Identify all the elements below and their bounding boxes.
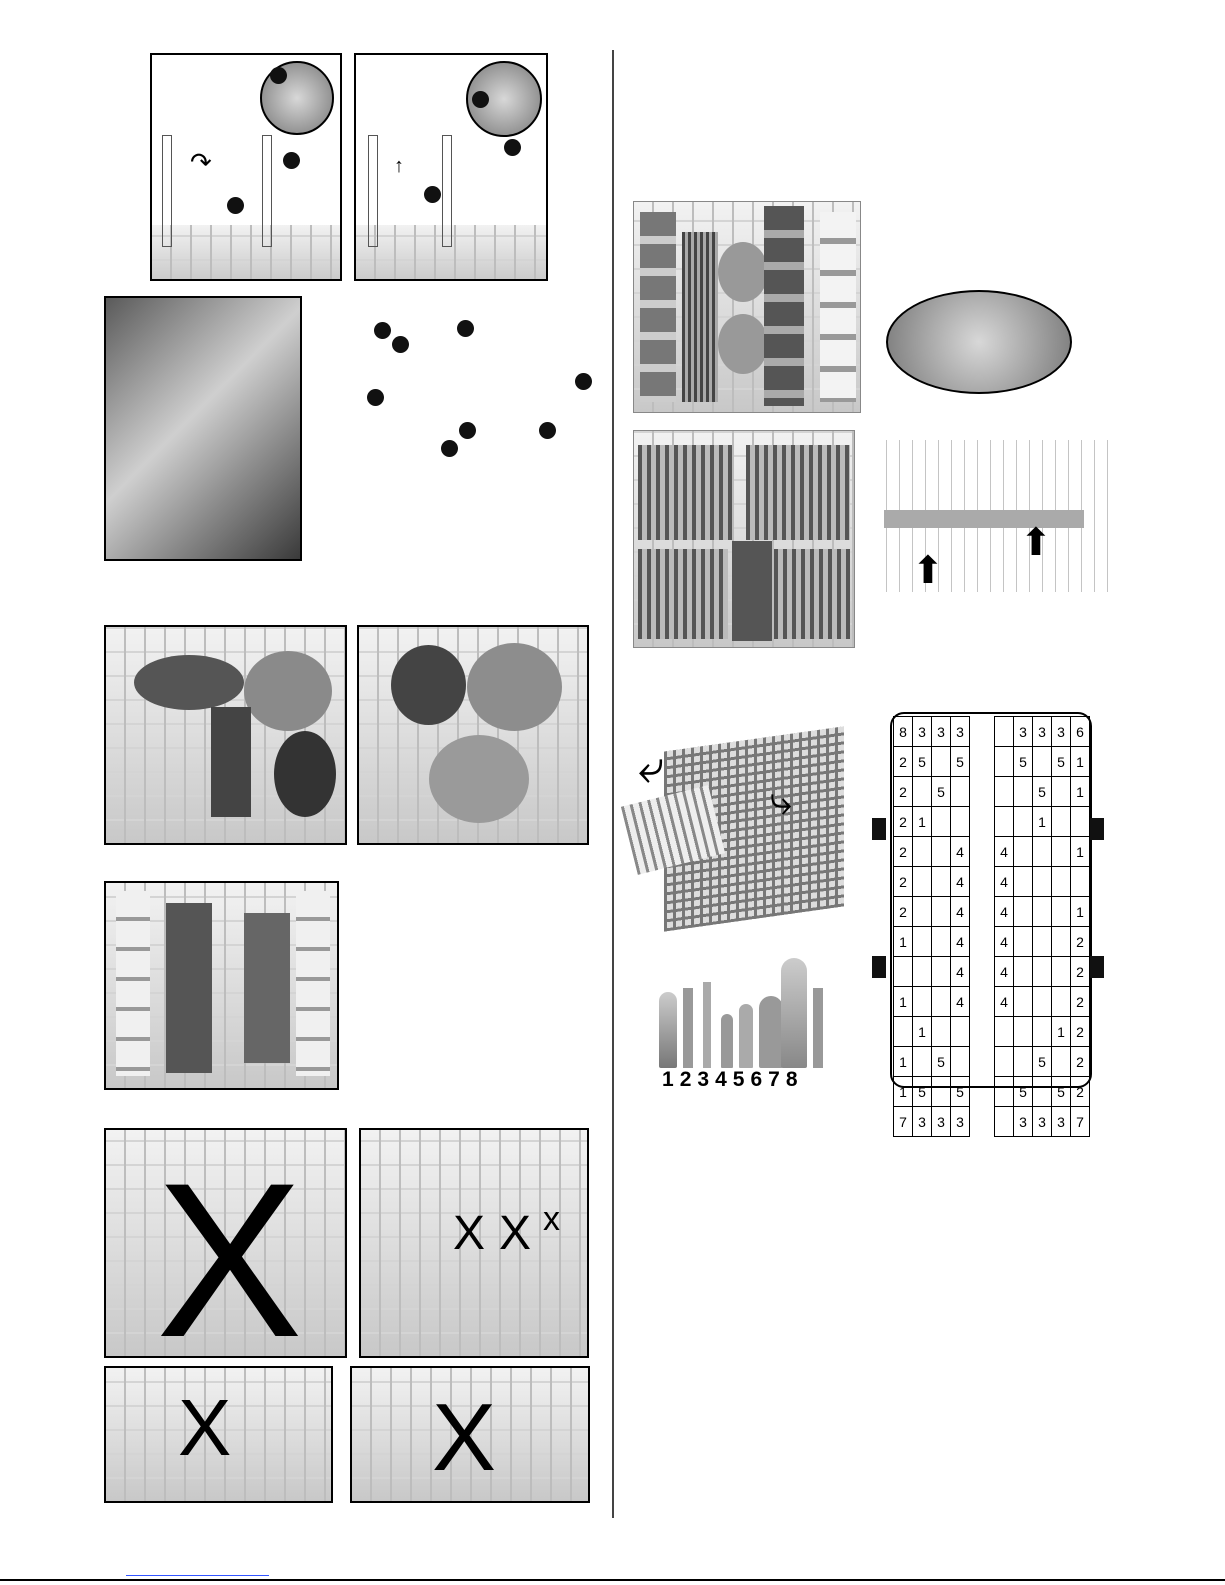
basket-grid-cell: 3	[1052, 1107, 1071, 1137]
basket-grid-row	[894, 807, 970, 837]
basket-grid-cell	[894, 957, 913, 987]
basket-grid-cell: 1	[894, 1047, 913, 1077]
basket-grid-cell: 2	[1071, 1047, 1090, 1077]
cutlery-number: 3	[697, 1068, 716, 1091]
basket-grid-cell	[1052, 777, 1071, 807]
incorrect-loading-figure-3	[104, 1366, 333, 1503]
basket-grid-cell: 1	[894, 1077, 913, 1107]
cutlery-number-row	[662, 1068, 804, 1092]
basket-grid-row	[995, 1077, 1090, 1107]
cutlery-number: 6	[750, 1068, 769, 1091]
lower-rack-pans-figure-2	[357, 625, 589, 845]
basket-grid-row	[894, 1047, 970, 1077]
basket-grid-cell: 2	[894, 867, 913, 897]
basket-grid-cell	[995, 1047, 1014, 1077]
cross-mark: X	[499, 1207, 532, 1260]
basket-grid-row	[894, 837, 970, 867]
basket-grid-cell: 4	[995, 927, 1014, 957]
cross-mark: X	[178, 1383, 232, 1472]
basket-grid-cell	[1033, 747, 1052, 777]
basket-grid-cell: 3	[951, 717, 970, 747]
basket-grid-cell: 2	[1071, 987, 1090, 1017]
basket-grid-cell	[1014, 1047, 1033, 1077]
marker-dot	[374, 322, 391, 339]
basket-grid-cell	[951, 807, 970, 837]
basket-grid-cell	[951, 1017, 970, 1047]
marker-dot	[367, 389, 384, 406]
basket-grid-cell: 3	[951, 1107, 970, 1137]
up-arrow-icon: ↑	[394, 155, 404, 177]
marker-dot	[575, 373, 592, 390]
basket-grid-cell	[995, 1077, 1014, 1107]
rack-detail-zoom	[886, 290, 1072, 394]
cutlery-items-figure	[655, 958, 833, 1068]
curved-arrow-icon: ⤶	[638, 740, 664, 792]
basket-grid-cell: 7	[894, 1107, 913, 1137]
cross-mark: X	[432, 1384, 497, 1491]
basket-grid-cell	[1052, 807, 1071, 837]
basket-grid-cell: 2	[894, 837, 913, 867]
basket-grid-cell: 8	[894, 717, 913, 747]
upper-rack-top-view	[633, 201, 861, 413]
basket-grid-row	[894, 777, 970, 807]
basket-handle-left-top	[872, 818, 886, 840]
basket-grid-cell	[913, 927, 932, 957]
basket-grid-cell	[1052, 987, 1071, 1017]
basket-grid-cell	[1052, 897, 1071, 927]
basket-grid-cell	[913, 1047, 932, 1077]
foldable-rack-figure	[874, 440, 1110, 592]
basket-grid-cell: 4	[951, 987, 970, 1017]
basket-grid-cell	[1052, 1047, 1071, 1077]
basket-grid-cell: 4	[995, 957, 1014, 987]
basket-grid-cell: 5	[1033, 777, 1052, 807]
basket-grid-cell: 5	[951, 747, 970, 777]
basket-grid-cell: 5	[1052, 1077, 1071, 1107]
basket-grid-cell: 2	[894, 807, 913, 837]
basket-grid-cell	[951, 777, 970, 807]
basket-grid-row	[995, 867, 1090, 897]
basket-grid-row	[995, 897, 1090, 927]
basket-handle-right-top	[1090, 818, 1104, 840]
rack-adjust-figure-2	[354, 53, 548, 281]
basket-grid-cell: 1	[913, 807, 932, 837]
basket-grid-cell	[1033, 1017, 1052, 1047]
basket-grid-row	[894, 747, 970, 777]
marker-dot	[424, 186, 441, 203]
basket-grid-row	[995, 747, 1090, 777]
basket-grid-right	[994, 716, 1090, 1137]
up-arrow-icon: ⬆	[912, 550, 944, 592]
marker-dot	[457, 320, 474, 337]
basket-grid-row	[894, 867, 970, 897]
basket-grid-cell	[1071, 867, 1090, 897]
basket-grid-row	[995, 957, 1090, 987]
basket-grid-cell: 5	[913, 747, 932, 777]
basket-grid-cell	[1052, 927, 1071, 957]
basket-grid-cell: 5	[1052, 747, 1071, 777]
basket-grid-row	[995, 927, 1090, 957]
curved-arrow-icon: ⤷	[770, 779, 793, 823]
basket-grid-cell: 3	[932, 1107, 951, 1137]
upper-rack-photo	[104, 296, 302, 561]
basket-grid-cell	[894, 1017, 913, 1047]
incorrect-loading-figure-4	[350, 1366, 590, 1503]
basket-grid-cell	[1014, 987, 1033, 1017]
basket-grid-cell	[1014, 927, 1033, 957]
cutlery-number: 2	[679, 1068, 698, 1091]
basket-grid-cell	[1014, 867, 1033, 897]
basket-grid-cell: 4	[951, 897, 970, 927]
basket-grid-cell: 3	[1033, 717, 1052, 747]
basket-grid-cell: 3	[913, 717, 932, 747]
basket-grid-cell	[1052, 957, 1071, 987]
basket-grid-cell: 2	[1071, 1017, 1090, 1047]
column-divider	[612, 50, 614, 1518]
basket-grid-cell: 3	[1033, 1107, 1052, 1137]
basket-grid-row	[894, 1077, 970, 1107]
basket-grid-cell	[995, 717, 1014, 747]
cross-mark: X	[453, 1207, 486, 1260]
basket-grid-cell	[951, 1047, 970, 1077]
basket-grid-cell: 4	[995, 987, 1014, 1017]
basket-grid-cell	[1052, 867, 1071, 897]
basket-grid-cell	[1014, 897, 1033, 927]
basket-grid-cell	[1014, 837, 1033, 867]
lower-rack-plates-top-view	[633, 430, 855, 648]
basket-grid-cell: 5	[913, 1077, 932, 1107]
basket-grid-cell	[913, 897, 932, 927]
lower-rack-pans-figure-1	[104, 625, 347, 845]
basket-grid-cell: 2	[894, 747, 913, 777]
basket-grid-cell	[1033, 987, 1052, 1017]
basket-grid-cell	[1052, 837, 1071, 867]
basket-grid-cell: 3	[913, 1107, 932, 1137]
basket-grid-cell: 2	[1071, 1077, 1090, 1107]
basket-grid-row	[995, 1107, 1090, 1137]
marker-dot	[227, 197, 244, 214]
basket-grid-cell	[1014, 1017, 1033, 1047]
basket-grid-cell: 4	[951, 927, 970, 957]
basket-grid-cell	[995, 777, 1014, 807]
footer-rule	[0, 1579, 1225, 1581]
basket-grid-cell: 4	[951, 867, 970, 897]
basket-grid-cell: 4	[951, 837, 970, 867]
marker-dot	[270, 67, 287, 84]
basket-grid-cell	[1033, 927, 1052, 957]
basket-grid-cell: 1	[913, 1017, 932, 1047]
basket-grid-cell: 2	[1071, 957, 1090, 987]
cross-mark-small: x	[543, 1200, 560, 1238]
cutlery-number: 5	[732, 1068, 751, 1091]
basket-grid-cell: 5	[932, 777, 951, 807]
basket-grid-left	[893, 716, 970, 1137]
basket-grid-cell: 4	[995, 837, 1014, 867]
basket-grid-cell	[913, 777, 932, 807]
basket-grid-cell	[995, 807, 1014, 837]
basket-grid-cell: 1	[1071, 897, 1090, 927]
basket-grid-row	[995, 837, 1090, 867]
basket-grid-cell	[1071, 807, 1090, 837]
basket-grid-cell	[932, 897, 951, 927]
marker-dot	[283, 152, 300, 169]
basket-grid-row	[894, 717, 970, 747]
basket-grid-cell: 3	[1052, 717, 1071, 747]
upper-rack-cups-figure	[104, 881, 339, 1090]
basket-grid-cell	[913, 957, 932, 987]
basket-grid-cell: 2	[894, 897, 913, 927]
basket-grid-cell: 1	[1052, 1017, 1071, 1047]
basket-grid-cell: 5	[932, 1047, 951, 1077]
cutlery-basket-figure	[620, 675, 855, 927]
basket-grid-cell	[995, 747, 1014, 777]
basket-grid-row	[995, 777, 1090, 807]
marker-dot	[539, 422, 556, 439]
marker-dot	[472, 91, 489, 108]
basket-grid-cell: 1	[1071, 837, 1090, 867]
basket-grid-cell	[1033, 897, 1052, 927]
basket-grid-row	[995, 1017, 1090, 1047]
basket-grid-cell	[932, 987, 951, 1017]
basket-grid-cell	[913, 867, 932, 897]
basket-grid-cell	[1033, 867, 1052, 897]
marker-dot	[392, 336, 409, 353]
basket-grid-cell: 3	[1014, 717, 1033, 747]
basket-grid-cell: 2	[894, 777, 913, 807]
basket-grid-cell	[932, 927, 951, 957]
basket-grid-cell: 1	[894, 927, 913, 957]
basket-grid-cell	[913, 987, 932, 1017]
rotate-arrow-icon: ↷	[190, 147, 212, 177]
basket-grid-cell	[932, 837, 951, 867]
basket-grid-cell: 4	[995, 897, 1014, 927]
basket-grid-cell	[932, 807, 951, 837]
basket-grid-cell	[932, 957, 951, 987]
basket-grid-cell: 3	[1014, 1107, 1033, 1137]
incorrect-loading-figure-1	[104, 1128, 347, 1358]
basket-grid-row	[995, 717, 1090, 747]
basket-grid-row	[995, 987, 1090, 1017]
basket-grid-cell: 5	[1014, 747, 1033, 777]
basket-grid-row	[894, 957, 970, 987]
basket-grid-cell: 6	[1071, 717, 1090, 747]
basket-grid-row	[894, 897, 970, 927]
basket-handle-right-bottom	[1090, 956, 1104, 978]
marker-dot	[459, 422, 476, 439]
marker-dot	[504, 139, 521, 156]
rack-adjust-figure-1	[150, 53, 342, 281]
basket-grid-cell	[995, 1107, 1014, 1137]
basket-grid-row	[894, 1017, 970, 1047]
basket-grid-cell: 4	[951, 957, 970, 987]
basket-grid-cell: 5	[951, 1077, 970, 1107]
basket-grid-cell	[1033, 1077, 1052, 1107]
basket-grid-cell	[1014, 957, 1033, 987]
basket-handle-left-bottom	[872, 956, 886, 978]
basket-grid-cell: 1	[1071, 777, 1090, 807]
basket-grid-cell: 1	[1071, 747, 1090, 777]
basket-grid-cell	[932, 747, 951, 777]
basket-grid-row	[894, 927, 970, 957]
basket-grid-row	[995, 1047, 1090, 1077]
basket-grid-cell	[1033, 957, 1052, 987]
basket-grid-cell: 1	[1033, 807, 1052, 837]
basket-grid-cell: 5	[1033, 1047, 1052, 1077]
basket-grid-cell: 1	[894, 987, 913, 1017]
basket-grid-cell: 2	[1071, 927, 1090, 957]
cutlery-number: 1	[662, 1068, 680, 1091]
basket-grid-cell: 3	[932, 717, 951, 747]
cutlery-number: 8	[785, 1068, 804, 1091]
incorrect-loading-figure-2	[359, 1128, 589, 1358]
basket-grid-row	[995, 807, 1090, 837]
basket-grid-cell	[1014, 807, 1033, 837]
up-arrow-icon: ⬆	[1020, 522, 1052, 564]
basket-grid-cell	[995, 1017, 1014, 1047]
basket-grid-cell	[913, 837, 932, 867]
basket-grid-cell	[932, 1017, 951, 1047]
basket-grid-row	[894, 987, 970, 1017]
basket-grid-cell: 4	[995, 867, 1014, 897]
basket-grid-cell	[932, 867, 951, 897]
marker-dot	[441, 440, 458, 457]
basket-grid-cell	[1014, 777, 1033, 807]
cutlery-number: 4	[715, 1068, 733, 1091]
basket-grid-cell	[1033, 837, 1052, 867]
footer-link-underline	[126, 1575, 269, 1576]
basket-grid-cell: 7	[1071, 1107, 1090, 1137]
basket-grid-cell	[932, 1077, 951, 1107]
basket-grid-cell: 5	[1014, 1077, 1033, 1107]
cutlery-number: 7	[768, 1068, 786, 1091]
cross-mark: X	[156, 1137, 303, 1358]
basket-grid-row	[894, 1107, 970, 1137]
